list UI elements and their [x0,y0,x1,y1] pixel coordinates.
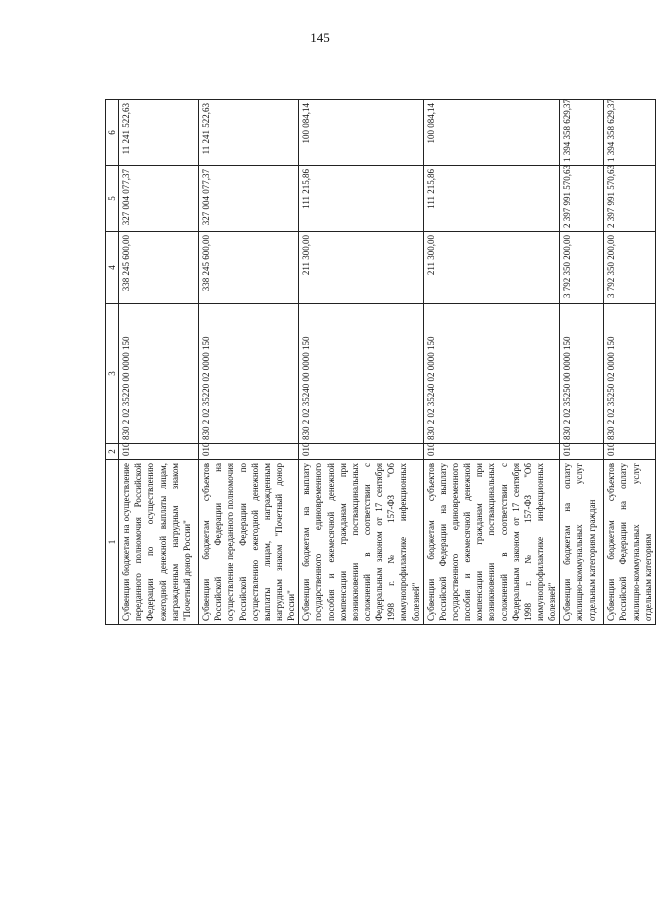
row-remainder: 11 241 522,63 [199,100,299,166]
row-code: 010 [560,444,604,460]
row-name: Субвенции бюджетам субъектов Российской Федерации на оплату жилищно-коммунальных услуг отдельным категориям [604,460,656,625]
table-row [560,100,604,625]
row-remainder: 1 394 358 629,37 [604,100,656,166]
row-remainder: 100 084,14 [299,100,423,166]
table-row [119,100,199,625]
row-plan: 211 300,00 [299,232,423,304]
page-number: 145 [310,30,330,45]
table-row [604,100,656,625]
table-row [423,100,560,625]
row-remainder: 100 084,14 [423,100,560,166]
row-code: 010 [604,444,656,460]
col-header-1: 1 [106,460,119,625]
row-remainder: 11 241 522,63 [119,100,199,166]
row-kbk: 830 2 02 35240 02 0000 150 [423,304,560,444]
row-actual: 327 004 077,37 [199,166,299,232]
row-name: Субвенции бюджетам субъектов Российской Федерации на осуществление переданного полномочия Российской Федерации по осуществлению ежегодной денежной выплаты лицам, награжденным нагрудным знаком "Почетный донор России" [199,460,299,625]
row-plan: 338 245 600,00 [199,232,299,304]
row-actual: 2 397 991 570,63 [560,166,604,232]
row-remainder: 1 394 358 629,37 [560,100,604,166]
row-actual: 327 004 077,37 [119,166,199,232]
budget-table [105,99,656,625]
row-name: Субвенции бюджетам субъектов Российской Федерации на выплату государственного единовременного пособия и ежемесячной денежной компенсации гражданам при возникновении поствакцинальных осложнений в соответствии с Федеральным законом от 17 сентября 1998 г. № 157-ФЗ "Об иммунопрофилактике инфекционных болезней" [423,460,560,625]
row-actual: 2 397 991 570,63 [604,166,656,232]
row-plan: 3 792 350 200,00 [560,232,604,304]
row-plan: 211 300,00 [423,232,560,304]
row-kbk: 830 2 02 35220 02 0000 150 [199,304,299,444]
col-header-2: 2 [106,444,119,460]
table-row [199,100,299,625]
row-code: 010 [299,444,423,460]
row-code: 010 [119,444,199,460]
row-plan: 338 245 600,00 [119,232,199,304]
row-name: Субвенции бюджетам на выплату государственного единовременного пособия и ежемесячной денежной компенсации гражданам при возникновении поствакцинальных осложнений в соответствии с Федеральным законом от 17 сентября 1998 г. № 157-ФЗ "Об иммунопрофилактике инфекционных болезней" [299,460,423,625]
col-header-4: 4 [106,232,119,304]
row-plan: 3 792 350 200,00 [604,232,656,304]
col-header-6: 6 [106,100,119,166]
row-kbk: 830 2 02 35250 00 0000 150 [560,304,604,444]
column-number-row [106,100,119,625]
col-header-5: 5 [106,166,119,232]
row-kbk: 830 2 02 35250 02 0000 150 [604,304,656,444]
row-code: 010 [199,444,299,460]
table-row [299,100,423,625]
row-kbk: 830 2 02 35220 00 0000 150 [119,304,199,444]
rotated-table-wrapper [105,99,653,625]
row-actual: 111 215,86 [299,166,423,232]
row-name: Субвенции бюджетам на оплату жилищно-коммунальных услуг отдельным категориям граждан [560,460,604,625]
row-code: 010 [423,444,560,460]
row-actual: 111 215,86 [423,166,560,232]
row-name: Субвенции бюджетам на осуществление переданного полномочия Российской Федерации по осуществлению ежегодной денежной выплаты лицам, награжденным нагрудным знаком "Почетный донор России" [119,460,199,625]
col-header-3: 3 [106,304,119,444]
row-kbk: 830 2 02 35240 00 0000 150 [299,304,423,444]
